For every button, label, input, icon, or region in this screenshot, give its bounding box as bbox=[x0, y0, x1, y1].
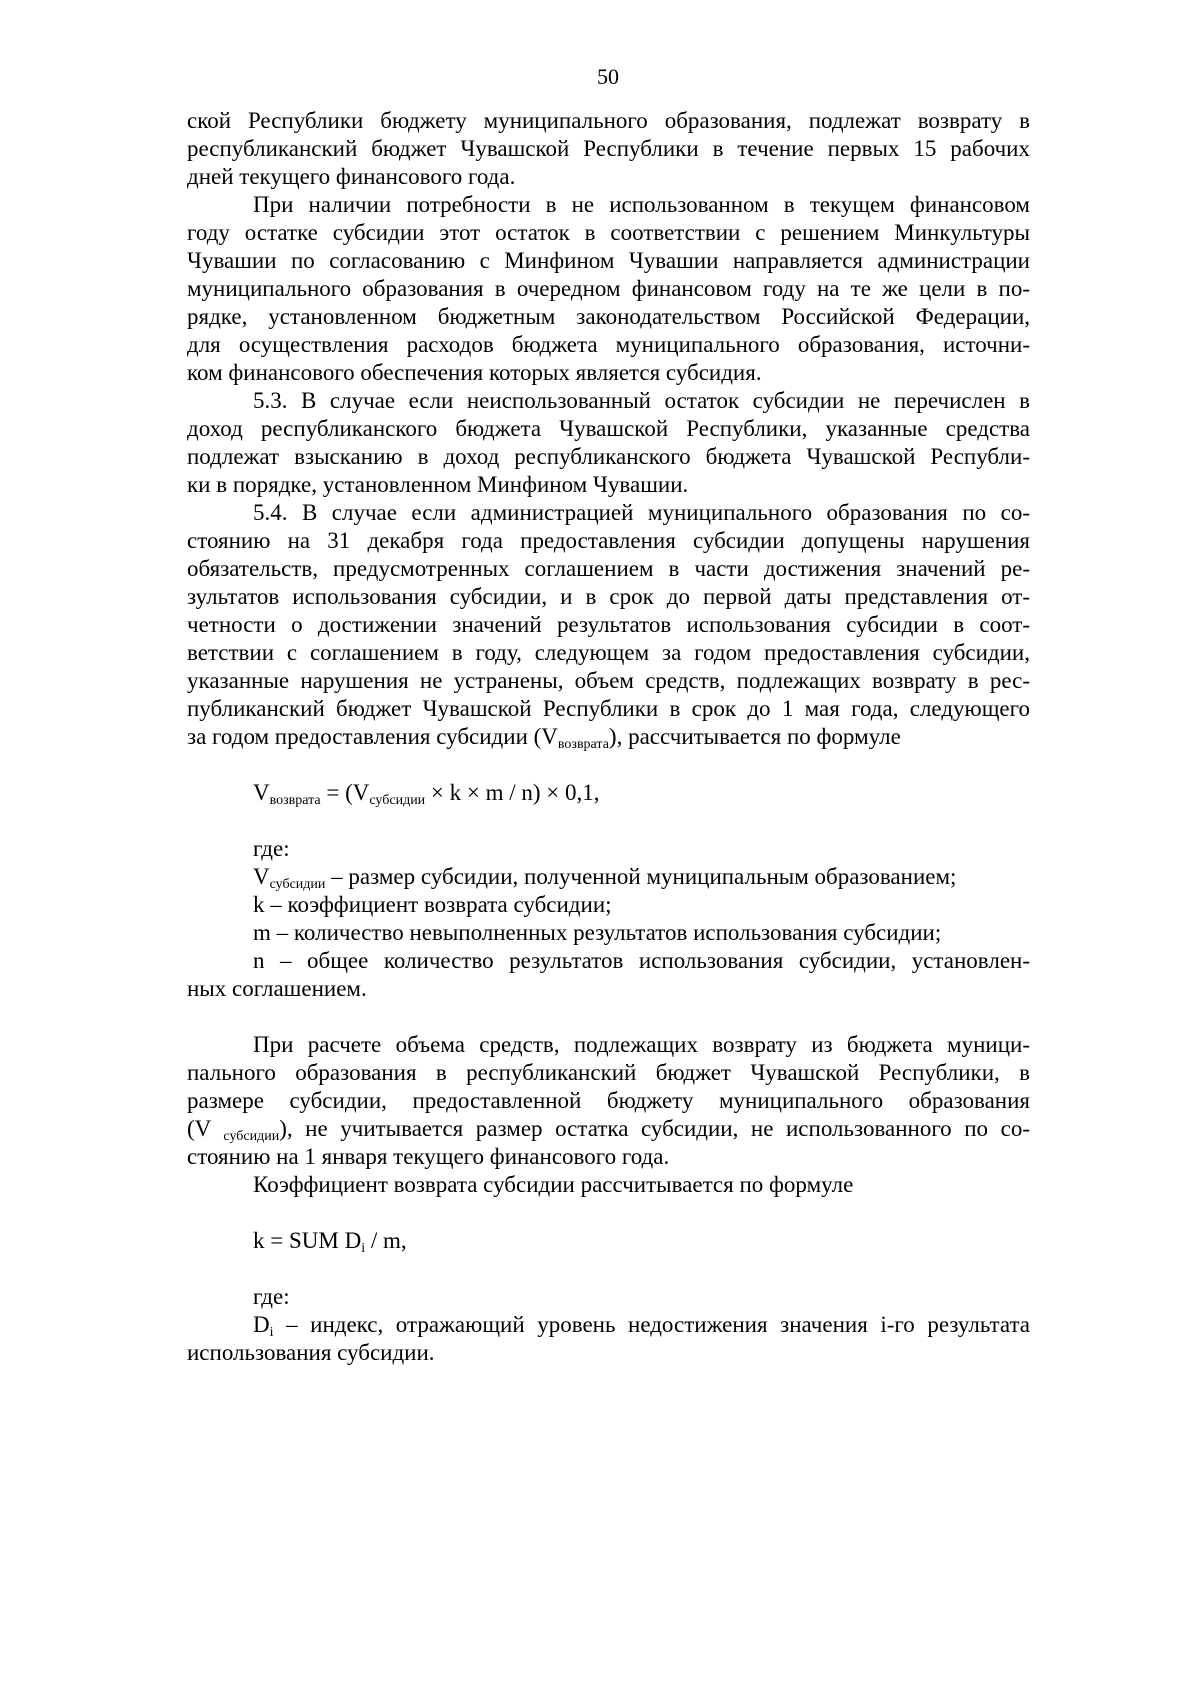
text-segment: n – общее количество результатов использования субсидии, установлен- bbox=[253, 948, 1030, 973]
text-segment: ветствии с соглашением в году, следующем за годом предоставления субсидии, bbox=[187, 640, 1030, 665]
text-line bbox=[187, 891, 1030, 919]
text-segment: ской Республики бюджету муниципального образования, подлежат возврату в bbox=[187, 108, 1030, 133]
text-segment: дней текущего финансового года. bbox=[187, 164, 516, 189]
text-line bbox=[187, 527, 1030, 555]
text-segment: 5.4. В случае если администрацией муниципального образования по со- bbox=[253, 500, 1030, 525]
text-line bbox=[187, 1059, 1030, 1087]
text-line bbox=[187, 555, 1030, 583]
text-segment: ком финансового обеспечения которых является субсидия. bbox=[187, 360, 762, 385]
text-line bbox=[187, 275, 1030, 303]
text-line bbox=[187, 667, 1030, 695]
text-segment: При наличии потребности в не использованном в текущем финансовом bbox=[253, 192, 1030, 217]
text-line bbox=[187, 779, 1030, 807]
text-segment: стоянию на 1 января текущего финансового года. bbox=[187, 1144, 670, 1169]
subscript: возврата bbox=[269, 793, 321, 808]
subscript: субсидии bbox=[223, 1129, 280, 1143]
paragraph bbox=[187, 779, 1030, 807]
text-segment: подлежат взысканию в доход республиканского бюджета Чувашской Республи- bbox=[187, 444, 1030, 469]
text-segment: = (V bbox=[320, 780, 370, 805]
text-line bbox=[187, 975, 1030, 1003]
text-segment: V bbox=[253, 864, 270, 889]
paragraph bbox=[187, 1031, 1030, 1199]
blank-line bbox=[187, 1255, 1030, 1283]
subscript: возврата bbox=[557, 737, 609, 752]
text-line bbox=[187, 835, 1030, 863]
text-segment: ных соглашением. bbox=[187, 976, 367, 1001]
text-segment: стоянию на 31 декабря года предоставления субсидии допущены нарушения bbox=[187, 528, 1030, 553]
paragraph bbox=[187, 107, 1030, 191]
text-segment: 5.3. В случае если неиспользованный остаток субсидии не перечислен в bbox=[253, 388, 1030, 413]
text-segment: Чувашии по согласованию с Минфином Чувашии направляется администрации bbox=[187, 248, 1030, 273]
text-line bbox=[187, 443, 1030, 471]
paragraph bbox=[187, 191, 1030, 387]
text-line bbox=[187, 247, 1030, 275]
text-line bbox=[187, 919, 1030, 947]
text-segment: – индекс, отражающий уровень недостижения значения i-го результата bbox=[273, 1312, 1030, 1337]
text-segment: зультатов использования субсидии, и в срок до первой даты представления от- bbox=[187, 584, 1030, 609]
text-line bbox=[187, 331, 1030, 359]
text-segment: (V bbox=[187, 1116, 224, 1141]
text-line bbox=[187, 583, 1030, 611]
blank-line bbox=[187, 1199, 1030, 1227]
text-line bbox=[187, 359, 1030, 387]
text-segment: – размер субсидии, полученной муниципальным образованием; bbox=[325, 864, 957, 889]
text-line bbox=[187, 639, 1030, 667]
text-line bbox=[187, 1143, 1030, 1171]
text-line bbox=[187, 135, 1030, 163]
page-number: 50 bbox=[597, 64, 619, 89]
text-segment: размере субсидии, предоставленной бюджету муниципального образования bbox=[187, 1088, 1030, 1113]
text-segment: где: bbox=[253, 836, 290, 861]
text-segment: ки в порядке, установленном Минфином Чувашии. bbox=[187, 472, 689, 497]
text-segment: k – коэффициент возврата субсидии; bbox=[253, 892, 612, 917]
paragraph bbox=[187, 1283, 1030, 1367]
subscript: i bbox=[269, 1325, 274, 1339]
text-segment: муниципального образования в очередном финансовом году на те же цели в по- bbox=[187, 276, 1030, 301]
text-segment: / m, bbox=[365, 1228, 407, 1253]
text-segment: ), не учитывается размер остатка субсидии, не использованного по со- bbox=[279, 1116, 1030, 1141]
text-line bbox=[187, 863, 1030, 891]
text-segment: m – количество невыполненных результатов использования субсидии; bbox=[253, 920, 942, 945]
text-line bbox=[187, 107, 1030, 135]
text-line bbox=[187, 1087, 1030, 1115]
text-segment: × k × m / n) × 0,1, bbox=[425, 780, 600, 805]
text-segment: рядке, установленном бюджетным законодательством Российской Федерации, bbox=[187, 304, 1030, 329]
text-segment: V bbox=[253, 780, 270, 805]
text-line bbox=[187, 611, 1030, 639]
text-segment: указанные нарушения не устранены, объем средств, подлежащих возврату в рес- bbox=[187, 668, 1030, 693]
text-line bbox=[187, 415, 1030, 443]
text-line bbox=[187, 303, 1030, 331]
subscript: i bbox=[361, 1241, 366, 1256]
text-line bbox=[187, 471, 1030, 499]
subscript: субсидии bbox=[369, 793, 426, 808]
text-segment: Коэффициент возврата субсидии рассчитывается по формуле bbox=[253, 1172, 854, 1197]
text-line bbox=[187, 219, 1030, 247]
text-segment: для осуществления расходов бюджета муниципального образования, источни- bbox=[187, 332, 1030, 357]
text-segment: публиканский бюджет Чувашской Республики в срок до 1 мая года, следующего bbox=[187, 696, 1030, 721]
text-segment: доход республиканского бюджета Чувашской Республики, указанные средства bbox=[187, 416, 1030, 441]
text-line bbox=[187, 191, 1030, 219]
paragraph bbox=[187, 499, 1030, 751]
paragraph bbox=[187, 387, 1030, 499]
text-segment: обязательств, предусмотренных соглашением в части достижения значений ре- bbox=[187, 556, 1030, 581]
text-segment: D bbox=[253, 1312, 270, 1337]
text-line bbox=[187, 387, 1030, 415]
text-line bbox=[187, 947, 1030, 975]
text-segment: году остатке субсидии этот остаток в соответствии с решением Минкультуры bbox=[187, 220, 1030, 245]
subscript: субсидии bbox=[269, 877, 326, 892]
text-segment: При расчете объема средств, подлежащих возврату из бюджета муници- bbox=[253, 1032, 1030, 1057]
text-line bbox=[187, 163, 1030, 191]
text-segment: ), рассчитывается по формуле bbox=[608, 724, 901, 749]
text-line bbox=[187, 1171, 1030, 1199]
text-line bbox=[187, 1283, 1030, 1311]
text-segment: четности о достижении значений результатов использования субсидии в соот- bbox=[187, 612, 1030, 637]
text-line bbox=[187, 1115, 1030, 1143]
blank-line bbox=[187, 807, 1030, 835]
text-line bbox=[187, 723, 1030, 751]
text-line bbox=[187, 1339, 1030, 1367]
paragraph bbox=[187, 1227, 1030, 1255]
text-segment: k = SUM D bbox=[253, 1228, 362, 1253]
text-line bbox=[187, 1227, 1030, 1255]
text-segment: за годом предоставления субсидии (V bbox=[187, 724, 558, 749]
document-body bbox=[187, 107, 1030, 1367]
text-line bbox=[187, 1031, 1030, 1059]
paragraph bbox=[187, 835, 1030, 1003]
text-line bbox=[187, 499, 1030, 527]
text-segment: где: bbox=[253, 1284, 290, 1309]
text-segment: пального образования в республиканский бюджет Чувашской Республики, в bbox=[187, 1060, 1030, 1085]
text-line bbox=[187, 695, 1030, 723]
blank-line bbox=[187, 751, 1030, 779]
text-segment: республиканский бюджет Чувашской Республики в течение первых 15 рабочих bbox=[187, 136, 1030, 161]
text-segment: использования субсидии. bbox=[187, 1340, 435, 1365]
blank-line bbox=[187, 1003, 1030, 1031]
text-line bbox=[187, 1311, 1030, 1339]
